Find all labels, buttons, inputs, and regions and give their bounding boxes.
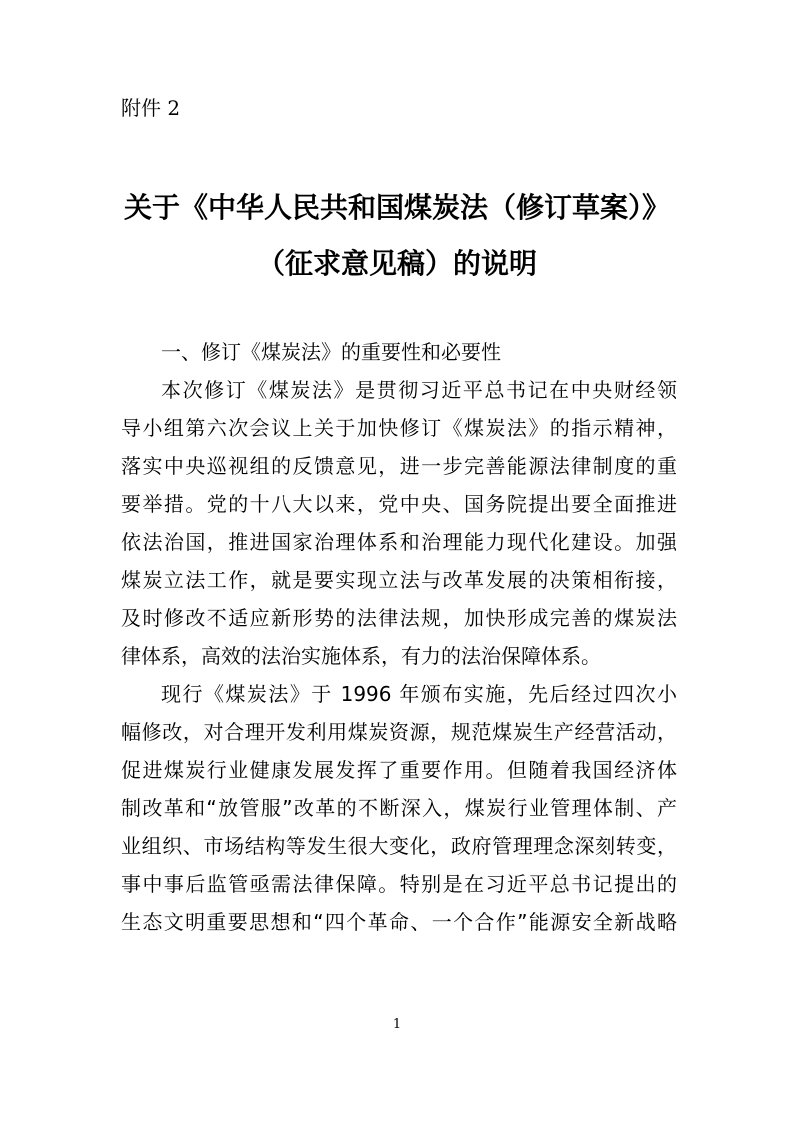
paragraph-2-line: 事中事后监管亟需法律保障。特别是在习近平总书记提出的: [121, 872, 677, 896]
document-title-line-2: （征求意见稿）的说明: [256, 247, 537, 280]
paragraph-1-line: 导小组第六次会议上关于加快修订《煤炭法》的指示精神，: [121, 416, 677, 440]
paragraph-1-line: 煤炭立法工作，就是要实现立法与改革发展的决策相衔接，: [121, 568, 677, 592]
paragraph-2-line: 幅修改，对合理开发利用煤炭资源，规范煤炭生产经营活动，: [121, 720, 677, 744]
paragraph-2-line: 促进煤炭行业健康发展发挥了重要作用。但随着我国经济体: [121, 758, 677, 782]
section-heading: 一、修订《煤炭法》的重要性和必要性: [161, 340, 501, 364]
attachment-label: 附件 2: [121, 96, 181, 120]
paragraph-2-line: 业组织、市场结构等发生很大变化，政府管理理念深刻转变，: [121, 834, 677, 858]
paragraph-2-line: 制改革和“放管服”改革的不断深入，煤炭行业管理体制、产: [121, 796, 677, 820]
document-title-line-1: 关于《中华人民共和国煤炭法（修订草案）》: [123, 191, 670, 224]
paragraph-1-line: 依法治国，推进国家治理体系和治理能力现代化建设。加强: [121, 530, 677, 554]
paragraph-1-line: 落实中央巡视组的反馈意见，进一步完善能源法律制度的重: [121, 454, 677, 478]
paragraph-1-line: 及时修改不适应新形势的法律法规，加快形成完善的煤炭法: [121, 606, 677, 630]
paragraph-1-line: 本次修订《煤炭法》是贯彻习近平总书记在中央财经领: [161, 378, 677, 402]
paragraph-1-line: 要举措。党的十八大以来，党中央、国务院提出要全面推进: [121, 492, 677, 516]
page-number: 1: [392, 1017, 402, 1032]
paragraph-2-line: 现行《煤炭法》于 1996 年颁布实施，先后经过四次小: [161, 682, 677, 706]
paragraph-1-line: 律体系，高效的法治实施体系，有力的法治保障体系。: [121, 644, 601, 668]
paragraph-2-line: 生态文明重要思想和“四个革命、一个合作”能源安全新战略: [121, 910, 677, 934]
